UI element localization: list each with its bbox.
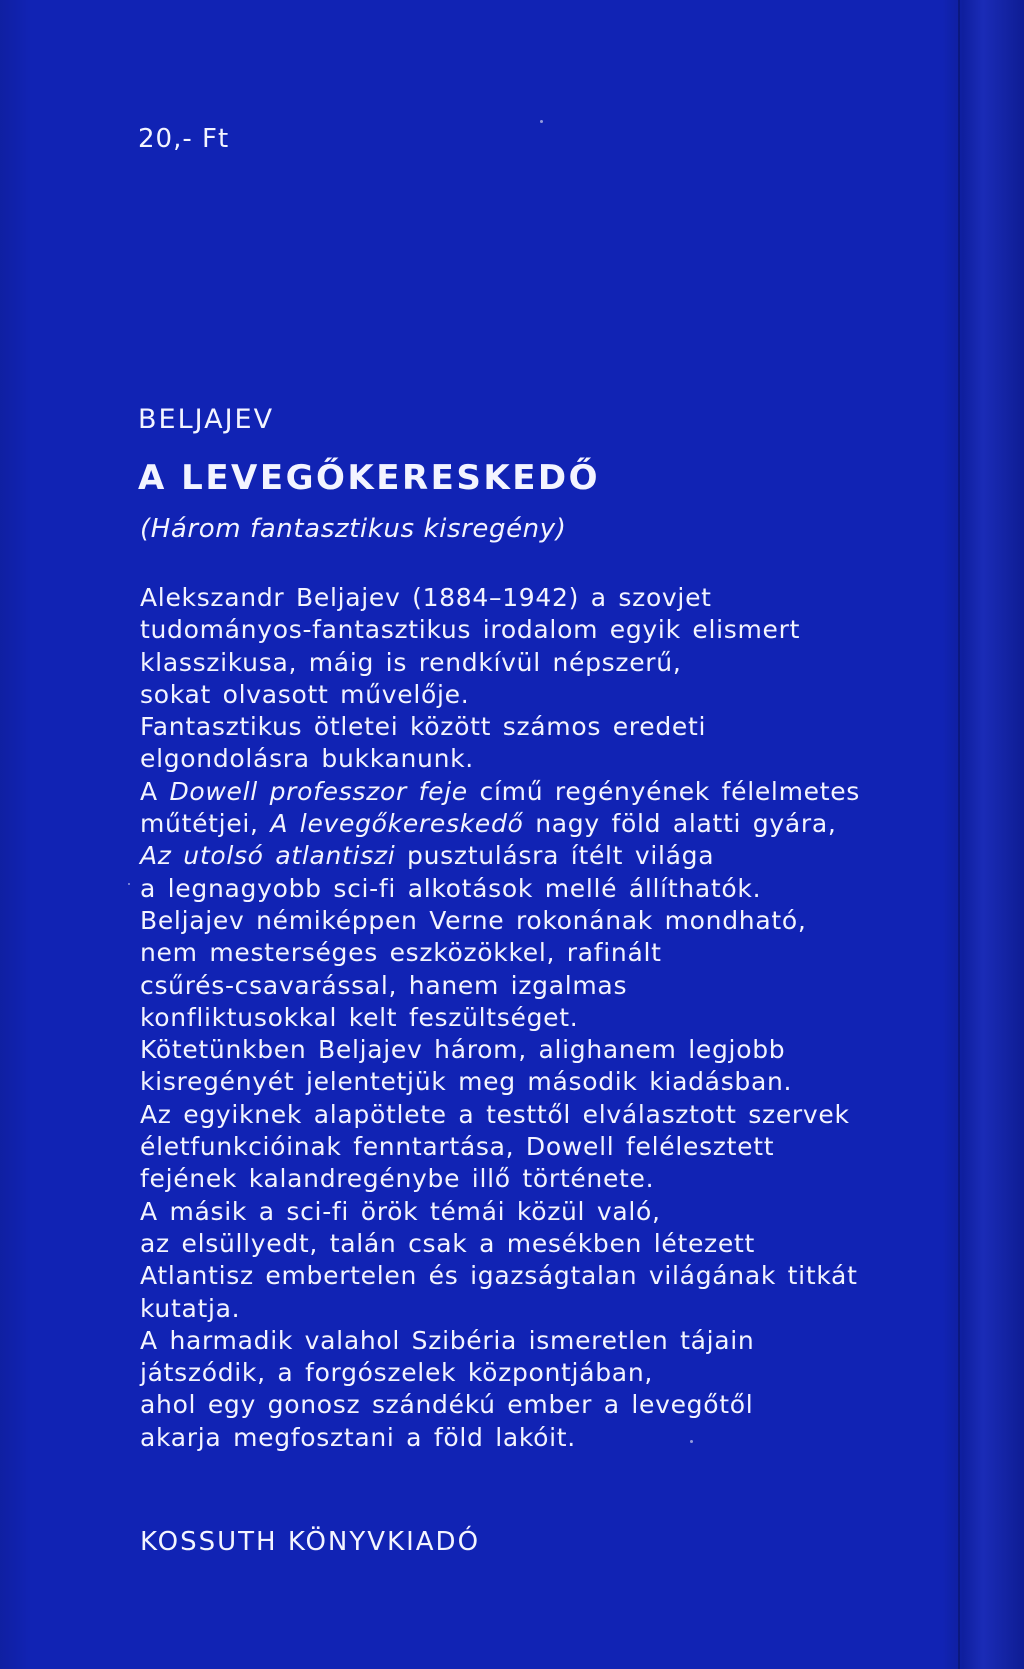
blurb-line: konfliktusokkal kelt feszültséget.: [140, 1002, 579, 1032]
blurb-line: A harmadik valahol Szibéria ismeretlen tájain: [140, 1325, 755, 1355]
publisher-name: KOSSUTH KÖNYVKIADÓ: [140, 1527, 481, 1557]
blurb-line: sokat olvasott művelője.: [140, 679, 470, 709]
blurb-line: ahol egy gonosz szándékú ember a levegőtől: [140, 1390, 754, 1420]
blurb-line: A másik a sci-fi örök témái közül való,: [140, 1196, 661, 1226]
blurb-line: Kötetünkben Beljajev három, alighanem legjobb: [140, 1035, 786, 1065]
book-title: A LEVEGŐKERESKEDŐ: [138, 458, 601, 498]
blurb-line: kisregényét jelentetjük meg második kiadásban.: [140, 1067, 793, 1097]
blurb-line: fejének kalandregénybe illő története.: [140, 1164, 655, 1194]
blurb-line: életfunkcióinak fenntartása, Dowell felélesztett: [140, 1132, 775, 1162]
book-subtitle: (Három fantasztikus kisregény): [140, 514, 567, 544]
blurb-line: Alekszandr Beljajev (1884–1942) a szovjet: [140, 583, 712, 612]
blurb-line: nem mesterséges eszközökkel, rafinált: [140, 938, 662, 968]
price-label: 20,- Ft: [138, 124, 230, 154]
blurb-text-segment: pusztulásra ítélt világa: [395, 841, 715, 871]
blurb-text-segment: című regényének félelmetes: [467, 776, 861, 806]
blurb-line: tudományos-fantasztikus irodalom egyik elismert: [140, 615, 801, 645]
work-title-levegokereskedo: A levegőkereskedő: [270, 809, 524, 839]
blurb-line: játszódik, a forgószelek központjában,: [140, 1358, 654, 1388]
blurb-line: elgondolásra bukkanunk.: [140, 744, 474, 774]
blurb-line: csűrés-csavarással, hanem izgalmas: [140, 970, 628, 1000]
blurb-line: a legnagyobb sci-fi alkotások mellé állíthatók.: [140, 873, 762, 903]
blurb-text-segment: műtétjei,: [140, 809, 271, 839]
blurb-text: [140, 582, 940, 1454]
blurb-line: az elsüllyedt, talán csak a mesékben létezett: [140, 1228, 755, 1258]
work-title-atlantiszi: Az utolsó atlantiszi: [140, 841, 396, 871]
work-title-dowell: Dowell professzor feje: [169, 776, 468, 806]
blurb-line: Beljajev némiképpen Verne rokonának mondható,: [140, 905, 807, 935]
blurb-line: [140, 776, 940, 808]
blurb-line: klasszikusa, máig is rendkívül népszerű,: [140, 647, 682, 677]
blurb-line: akarja megfosztani a föld lakóit.: [140, 1422, 576, 1452]
print-speck: [128, 883, 130, 885]
blurb-line: [140, 840, 940, 872]
blurb-text-segment: nagy föld alatti gyára,: [523, 809, 837, 839]
blurb-line: Fantasztikus ötletei között számos eredeti: [140, 712, 707, 742]
blurb-line: [140, 808, 940, 840]
author-name: BELJAJEV: [138, 404, 275, 435]
cover-fold-line: [958, 0, 960, 1669]
blurb-line: kutatja.: [140, 1293, 241, 1323]
blurb-line: Atlantisz embertelen és igazságtalan világának titkát: [140, 1261, 858, 1291]
blurb-line: Az egyiknek alapötlete a testtől elválasztott szervek: [140, 1099, 850, 1129]
print-speck: [540, 120, 543, 123]
blurb-text-segment: A: [140, 776, 170, 806]
